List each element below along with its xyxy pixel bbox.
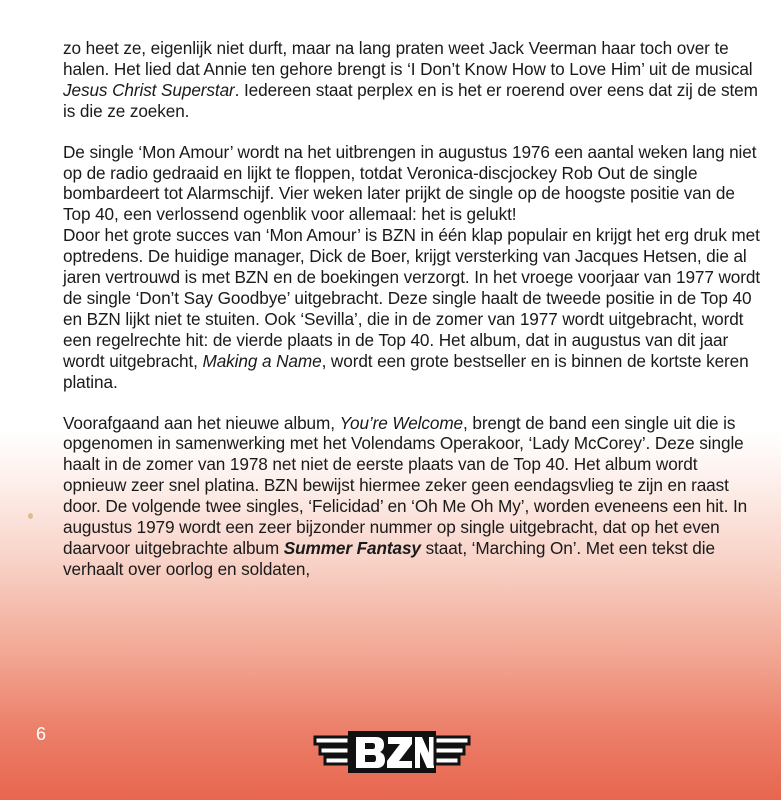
text-run: , brengt de band een single uit die is opgenomen in samenwerking met het Volendams Operakoor, ‘Lady McCorey’. Deze single haalt in de zomer van 1978 net niet de eerste plaats van de Top 40. Het album wordt opnieuw zeer snel platina. BZN bewijst hiermee zeker geen eendagsvlieg te zijn en raast door. De volgende twee singles, ‘Felicidad’ en ‘Oh Me Oh My’, worden eveneens een hit. In augustus 1979 wordt een zeer bijzonder nummer op single uitgebracht, dat op het even daarvoor uitgebrachte album [63, 412, 748, 558]
page-number: 6 [36, 724, 47, 744]
italic-title: Making a Name [202, 350, 322, 371]
paragraph [63, 38, 763, 122]
paragraph [63, 413, 763, 580]
italic-title: You’re Welcome [339, 412, 464, 433]
italic-title: Jesus Christ Superstar [63, 79, 235, 100]
margin-dot [28, 513, 33, 519]
text-run: zo heet ze, eigenlijk niet durft, maar na lang praten weet Jack Veerman haar toch over te halen. Het lied dat Annie ten gehore brengt is ‘I Don’t Know How to Love Him’ uit de musical [63, 38, 753, 79]
text-run: , wordt een grote bestseller en is binnen de kortste keren platina. [63, 350, 749, 392]
article-body [63, 38, 763, 600]
logo-left-stripes [315, 737, 349, 764]
text-run: . Iedereen staat perplex en is het er roerend over eens dat zij de stem is die ze zoeken. [63, 79, 758, 121]
text-run: Door het grote succes van ‘Mon Amour’ is BZN in één klap populair en krijgt het erg druk met optredens. De huidige manager, Dick de Boer, krijgt versterking van Jacques Hetsen, die al jaren vertrouwd is met BZN en de boekingen verzorgt. In het vroege voorjaar van 1977 wordt de single ‘Don’t Say Goodbye’ uitgebracht. Deze single haalt de tweede positie in de Top 40 en BZN lijkt niet te stuiten. Ook ‘Sevilla’, die in de zomer van 1977 wordt uitgebracht, wordt een regelrechte hit: de vierde plaats in de Top 40. Het album, dat in augustus van dit jaar wordt uitgebracht, [63, 225, 761, 371]
bold-italic-title [284, 538, 421, 558]
paragraph [63, 142, 763, 393]
logo-right-stripes [435, 737, 469, 764]
text-run: Voorafgaand aan het nieuwe album, [63, 412, 340, 433]
logo-letters [348, 731, 436, 773]
bold-italic-text: Summer Fantasy [283, 537, 421, 558]
text-run: De single ‘Mon Amour’ wordt na het uitbrengen in augustus 1976 een aantal weken lang niet op de radio gedraaid en lijkt te floppen, totdat Veronica-discjockey Rob Out de single bombardeert tot Alarmschijf. Vier weken later prijkt de single op de hoogste positie van de Top 40, een verlossend ogenblik voor allemaal: het is gelukt! [63, 141, 757, 225]
bzn-logo [312, 725, 472, 779]
text-run: staat, ‘Marching On’. Met een tekst die verhaalt over oorlog en soldaten, [63, 537, 715, 579]
